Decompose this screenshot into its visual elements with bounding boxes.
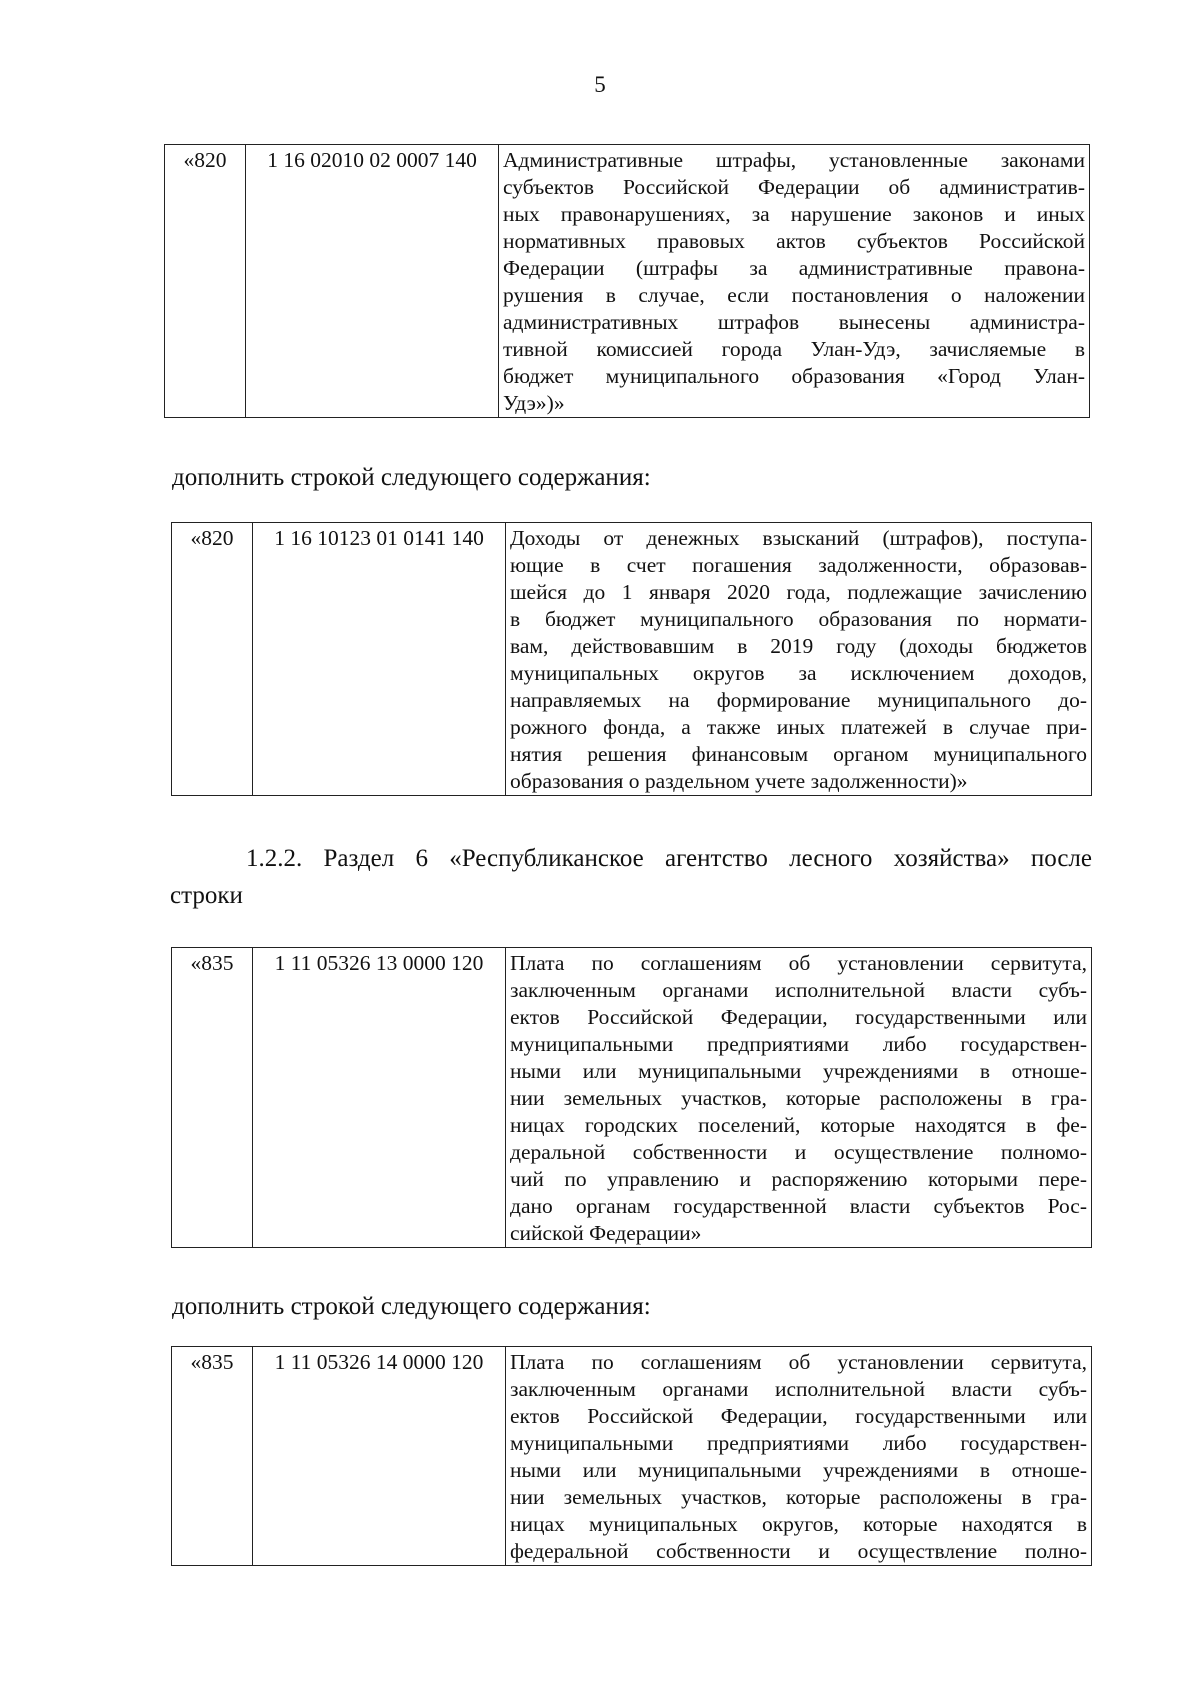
description-cell: [499, 145, 1090, 418]
description-line: административных штрафов вынесены администра-: [503, 310, 1085, 334]
description-line: муниципальными предприятиями либо государствен-: [510, 1032, 1087, 1056]
description-line: сийской Федерации»: [510, 1221, 702, 1245]
description-line: рушения в случае, если постановления о наложении: [503, 283, 1085, 307]
instruction-paragraph: дополнить строкой следующего содержания:: [172, 464, 651, 491]
description-line: ницах муниципальных округов, которые находятся в: [510, 1512, 1087, 1536]
table-row: [165, 145, 1090, 418]
description-line: ектов Российской Федерации, государственными или: [510, 1005, 1087, 1029]
description-line: дано органам государственной власти субъектов Рос-: [510, 1194, 1087, 1218]
section-heading: [170, 840, 1092, 914]
kbk-code-cell: 1 11 05326 13 0000 120: [253, 948, 506, 1248]
description-line: нии земельных участков, которые расположены в гра-: [510, 1485, 1087, 1509]
description-line: нятия решения финансовым органом муниципального: [510, 742, 1087, 766]
description-line: муниципальных округов за исключением доходов,: [510, 661, 1087, 685]
description-line: муниципальными предприятиями либо государствен-: [510, 1431, 1087, 1455]
budget-code-table-4: [171, 1346, 1092, 1566]
description-line: Плата по соглашениям об установлении сервитута,: [510, 1350, 1087, 1374]
description-line: Федерации (штрафы за административные правона-: [503, 256, 1085, 280]
instruction-paragraph: дополнить строкой следующего содержания:: [172, 1293, 651, 1320]
kbk-code-cell: 1 16 10123 01 0141 140: [253, 523, 506, 796]
description-line: бюджет муниципального образования «Город Улан-: [503, 364, 1085, 388]
description-line: образования о раздельном учете задолженности)»: [510, 769, 968, 793]
description-line: ными или муниципальными учреждениями в отноше-: [510, 1059, 1087, 1083]
section-heading-line: 1.2.2. Раздел 6 «Республиканское агентство лесного хозяйства» после: [246, 845, 1092, 872]
budget-code-table-2: [171, 522, 1092, 796]
admin-code-cell: «820: [165, 145, 246, 418]
admin-code-cell: «820: [172, 523, 253, 796]
description-cell: [506, 523, 1092, 796]
description-line: субъектов Российской Федерации об административ-: [503, 175, 1085, 199]
description-line: деральной собственности и осуществление полномо-: [510, 1140, 1087, 1164]
section-heading-line: строки: [170, 882, 243, 909]
description-line: Доходы от денежных взысканий (штрафов), поступа-: [510, 526, 1087, 550]
description-line: ных правонарушениях, за нарушение законов и иных: [503, 202, 1085, 226]
description-line: ницах городских поселений, которые находятся в фе-: [510, 1113, 1087, 1137]
kbk-code-cell: 1 16 02010 02 0007 140: [246, 145, 499, 418]
description-line: заключенным органами исполнительной власти субъ-: [510, 978, 1087, 1002]
description-line: нии земельных участков, которые расположены в гра-: [510, 1086, 1087, 1110]
description-cell: [506, 1347, 1092, 1566]
description-line: шейся до 1 января 2020 года, подлежащие зачислению: [510, 580, 1087, 604]
table-row: [172, 948, 1092, 1248]
admin-code-cell: «835: [172, 948, 253, 1248]
description-line: ющие в счет погашения задолженности, образовав-: [510, 553, 1087, 577]
description-line: в бюджет муниципального образования по нормати-: [510, 607, 1087, 631]
description-line: Удэ»)»: [503, 391, 565, 415]
description-line: Административные штрафы, установленные законами: [503, 148, 1085, 172]
table-row: [172, 1347, 1092, 1566]
description-line: тивной комиссией города Улан-Удэ, зачисляемые в: [503, 337, 1085, 361]
description-line: ными или муниципальными учреждениями в отноше-: [510, 1458, 1087, 1482]
kbk-code-cell: 1 11 05326 14 0000 120: [253, 1347, 506, 1566]
description-line: вам, действовавшим в 2019 году (доходы бюджетов: [510, 634, 1087, 658]
description-line: нормативных правовых актов субъектов Российской: [503, 229, 1085, 253]
description-line: ектов Российской Федерации, государственными или: [510, 1404, 1087, 1428]
admin-code-cell: «835: [172, 1347, 253, 1566]
description-line: заключенным органами исполнительной власти субъ-: [510, 1377, 1087, 1401]
table-row: [172, 523, 1092, 796]
page-number: 5: [594, 72, 606, 97]
description-line: направляемых на формирование муниципального до-: [510, 688, 1087, 712]
budget-code-table-1: [164, 144, 1090, 418]
budget-code-table-3: [171, 947, 1092, 1248]
description-line: Плата по соглашениям об установлении сервитута,: [510, 951, 1087, 975]
description-line: чий по управлению и распоряжению которыми пере-: [510, 1167, 1087, 1191]
description-line: рожного фонда, а также иных платежей в случае при-: [510, 715, 1087, 739]
description-cell: [506, 948, 1092, 1248]
description-line: федеральной собственности и осуществление полно-: [510, 1539, 1087, 1563]
